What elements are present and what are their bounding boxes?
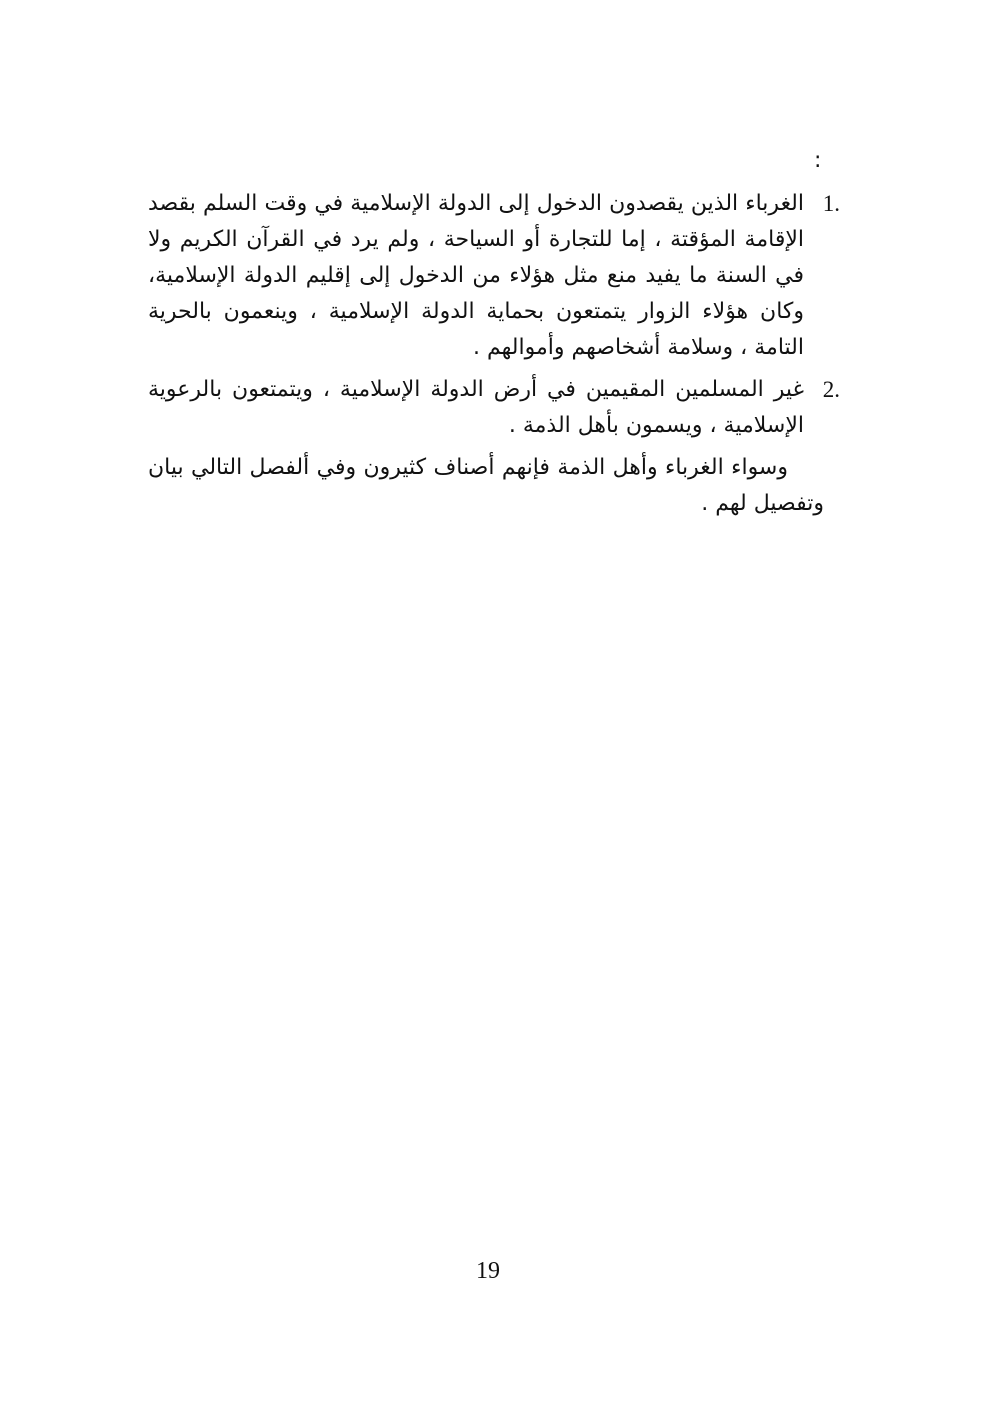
list-item-number: 1. [822, 191, 840, 216]
closing-paragraph: وسواء الغرباء وأهل الذمة فإنهم أصناف كثيرون وفي ألفصل التالي بيان وتفصيل لهم . [148, 455, 824, 516]
page-number: 19 [476, 1258, 500, 1284]
list-item-text: غير المسلمين المقيمين في أرض الدولة الإسلامية ، ويتمتعون بالرعوية الإسلامية ، ويسمون بأهل الذمة . [148, 377, 804, 438]
list-item [148, 372, 840, 444]
numbered-list [148, 186, 840, 450]
list-item [148, 186, 840, 366]
list-item-text: الغرباء الذين يقصدون الدخول إلى الدولة الإسلامية في وقت السلم بقصد الإقامة المؤقتة ، إما للتجارة أو السياحة ، ولم يرد في القرآن الكريم ولا في السنة ما يفيد منع مثل هؤلاء من الدخول إلى إقليم الدولة الإسلامية، وكان هؤلاء الزوار يتمتعون بحماية الدولة الإسلامية ، وينعمون بالحرية التامة ، وسلامة أشخاصهم وأموالهم . [148, 191, 804, 360]
leading-colon: : [814, 148, 822, 173]
list-item-number: 2. [822, 377, 840, 402]
